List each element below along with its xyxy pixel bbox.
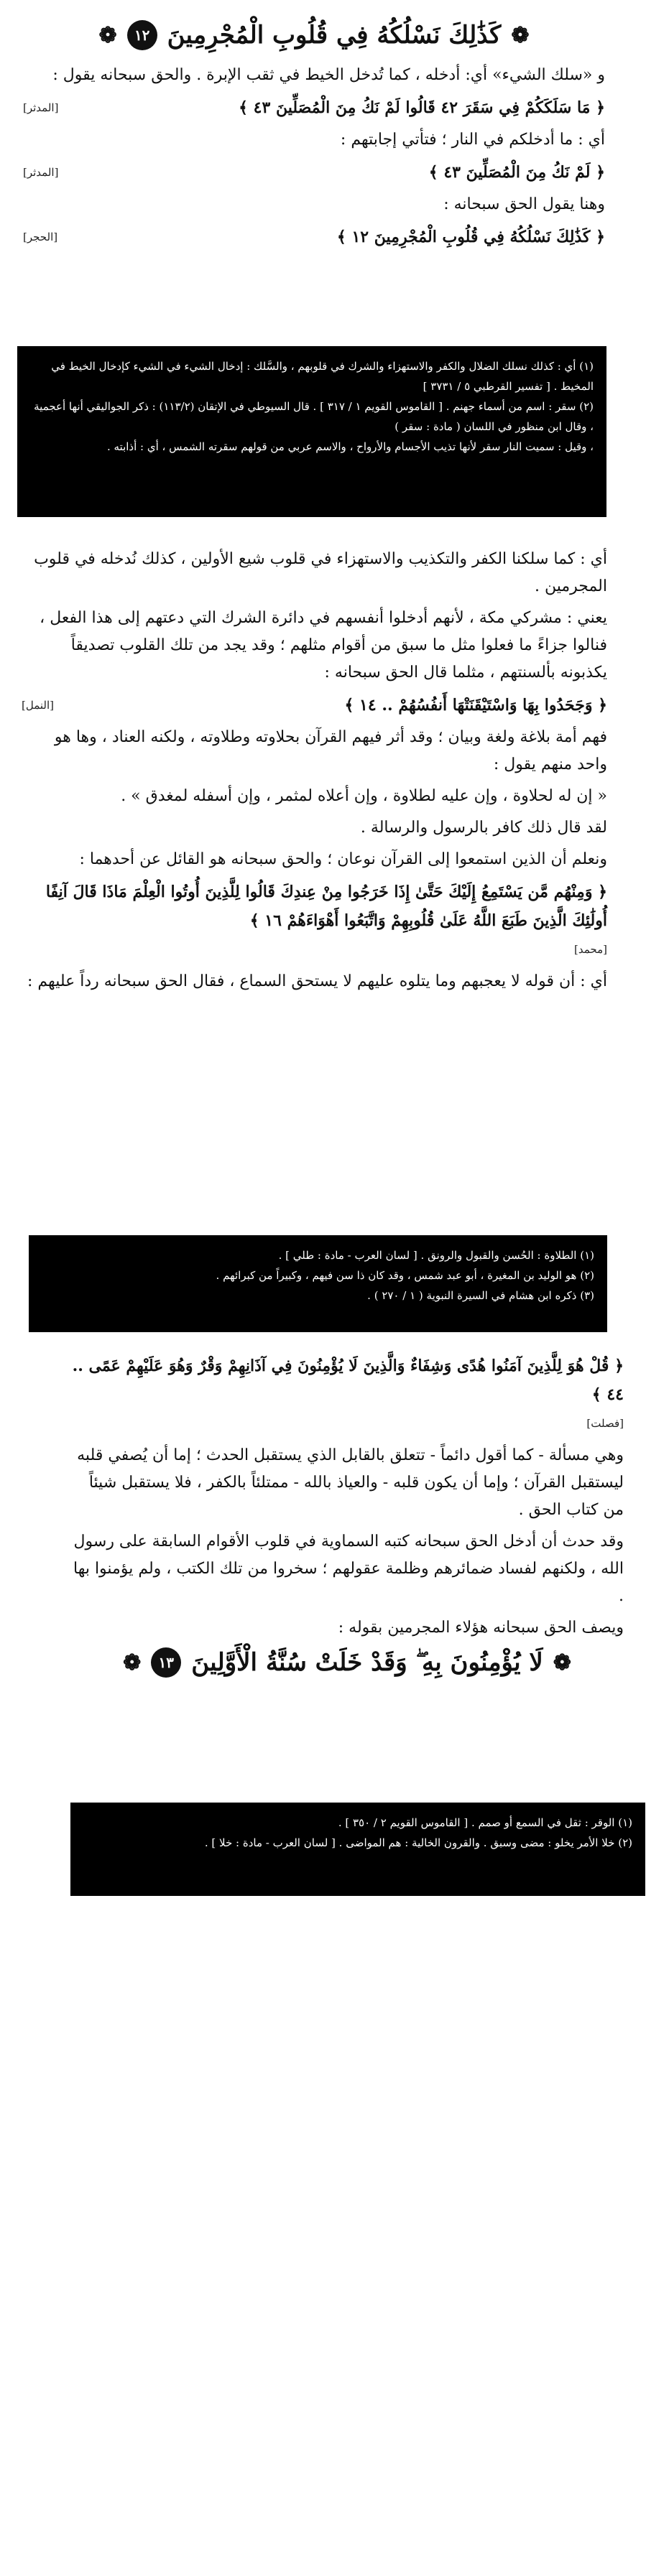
verse-quote — [23, 223, 605, 251]
verse-quote — [23, 93, 605, 122]
verse-text: ﴿ قُلْ هُوَ لِلَّذِينَ آمَنُوا هُدًى وَشِفَاءٌ وَالَّذِينَ لَا يُؤْمِنُونَ فِي آذَانِهِمْ وَقْرٌ وَهُوَ عَلَيْهِمْ عَمًى .. ٤٤ ﴾ — [72, 1357, 624, 1404]
page-3 — [70, 1350, 624, 1781]
paragraph: ويصف الحق سبحانه هؤلاء المجرمين بقوله : — [338, 1619, 624, 1637]
paragraph: ونعلم أن الذين استمعوا إلى القرآن نوعان ؛ والحق سبحانه هو القائل عن أحدهما : — [79, 850, 607, 868]
surah-reference: [المدثر] — [23, 101, 59, 114]
verse-text: ﴿ وَجَحَدُوا بِهَا وَاسْتَيْقَنَتْهَا أَنفُسُهُمْ .. ١٤ ﴾ — [344, 696, 607, 715]
paragraph: و «سلك الشيء» أي: أدخله ، كما تُدخل الخيط في ثقب الإبرة . والحق سبحانه يقول : — [52, 66, 605, 84]
footnote: (٢) سقر : اسم من أسماء جهنم . [ القاموس القويم ١ / ٣١٧ ] . قال السيوطي في الإتقان (١١٣/٢) : ذكر الجواليقي أنها أعجمية ، وقال ابن منظور في اللسان ( مادة : سقر ) — [34, 400, 594, 433]
surah-reference: [النمل] — [22, 699, 54, 712]
page-1 — [23, 14, 605, 345]
ayah-number: ١٣ — [151, 1647, 181, 1678]
ornament-right-icon: ❁ — [511, 22, 530, 48]
ornament-left-icon: ❁ — [123, 1650, 142, 1675]
paragraph: « إن له لحلاوة ، وإن عليه لطلاوة ، وإن أعلاه لمثمر ، وإن أسفله لمغدق » . — [121, 787, 607, 805]
verse-quote — [22, 691, 607, 720]
footnotes-block — [29, 1235, 607, 1332]
heading-text: لَا يُؤْمِنُونَ بِهِ ۖ وَقَدْ خَلَتْ سُنَّةُ الْأَوَّلِينَ — [191, 1648, 543, 1677]
footnote: (١) الوقر : ثقل في السمع أو صمم . [ القاموس القويم ٢ / ٣٥٠ ] . — [338, 1816, 632, 1829]
page-2 — [22, 546, 607, 1264]
heading-text: كَذَٰلِكَ نَسْلُكُهُ فِي قُلُوبِ الْمُجْرِمِينَ — [167, 21, 502, 50]
paragraph: لقد قال ذلك كافر بالرسول والرسالة . — [360, 819, 607, 837]
verse-quote — [22, 878, 607, 964]
verse-heading — [70, 1647, 624, 1678]
paragraph: فهم أمة بلاغة ولغة وبيان ؛ وقد أثر فيهم القرآن بحلاوته وطلاوته ، ولكنه العناد ، وها هو واحد منهم يقول : — [54, 728, 607, 773]
paragraph: وهي مسألة - كما أقول دائماً - تتعلق بالقابل الذي يستقبل الحدث ؛ إما أن يُصفي قلبه ليستقبل القرآن ؛ وإما أن يكون قلبه - والعياذ بالله - ممتلئاً بالكفر ، فلا يستقبل شيئاً من كتاب الحق . — [77, 1446, 624, 1519]
footnote: (١) أي : كذلك نسلك الضلال والكفر والاستهزاء والشرك في قلوبهم ، والسَّلك : إدخال الشيء في الشيء كإدخال الخيط في المخيط . [ تفسير القرطبي ٥ / ٣٧٣١ ] — [51, 360, 594, 393]
paragraph: وقد حدث أن أدخل الحق سبحانه كتبه السماوية في قلوب الأقوام السابقة على رسول الله ، ولكنهم لفساد ضمائرهم وظلمة عقولهم ؛ سخروا من تلك الكتب ، ولم يؤمنوا بها . — [73, 1533, 624, 1605]
verse-heading — [23, 20, 605, 50]
paragraph: يعني : مشركي مكة ، لأنهم أدخلوا أنفسهم في دائرة الشرك التي دعتهم إلى هذا الفعل ، فنالوا جزاءً ما فعلوا مثل ما سبق من أقوام مثلهم ؛ وقد يجد من تلك القلوب تصديقاً يكذبونه بألسنتهم ، مثلما قال الحق سبحانه : — [40, 609, 607, 682]
paragraph: أي : ما أدخلكم في النار ؛ فتأتي إجابتهم : — [340, 131, 605, 149]
verse-text: ﴿ مَا سَلَكَكُمْ فِي سَقَرَ ٤٢ قَالُوا لَمْ نَكُ مِنَ الْمُصَلِّينَ ٤٣ ﴾ — [239, 98, 605, 117]
surah-reference: [محمد] — [574, 943, 607, 956]
ornament-left-icon: ❁ — [98, 22, 117, 48]
footnote: (٣) ذكره ابن هشام في السيرة النبوية ( ١ / ٢٧٠ ) . — [367, 1289, 594, 1302]
footnotes-block — [17, 346, 606, 517]
surah-reference: [الحجر] — [23, 231, 58, 243]
paragraph: أي : أن قوله لا يعجبهم وما يتلوه عليهم لا يستحق السماع ، فقال الحق سبحانه رداً عليهم : — [27, 972, 607, 990]
footnote: (٢) خلا الأمر يخلو : مضى وسبق . والقرون الخالية : هم المواضى . [ لسان العرب - مادة : خلا ] . — [204, 1836, 632, 1849]
footnotes-block — [70, 1803, 645, 1896]
ayah-number: ١٢ — [127, 20, 157, 50]
footnote: ، وقيل : سميت النار سقر لأنها تذيب الأجسام والأرواح ، والاسم عربي من قولهم سقرته الشمس ، أي : أذابته . — [106, 440, 594, 453]
paragraph: وهنا يقول الحق سبحانه : — [443, 195, 605, 213]
footnote: (١) الطلاوة : الحُسن والقبول والرونق . [ لسان العرب - مادة : طلي ] . — [278, 1249, 594, 1262]
surah-reference: [فصلت] — [586, 1417, 624, 1430]
ornament-right-icon: ❁ — [553, 1650, 571, 1675]
footnote: (٢) هو الوليد بن المغيرة ، أبو عبد شمس ، وقد كان ذا سن فيهم ، وكبيراً من كبرائهم . — [216, 1269, 594, 1282]
paragraph: أي : كما سلكنا الكفر والتكذيب والاستهزاء في قلوب شيع الأولين ، كذلك نُدخله في قلوب المجرمين . — [34, 550, 607, 595]
verse-text: ﴿ وَمِنْهُم مَّن يَسْتَمِعُ إِلَيْكَ حَتَّىٰ إِذَا خَرَجُوا مِنْ عِندِكَ قَالُوا لِلَّذِينَ أُوتُوا الْعِلْمَ مَاذَا قَالَ آنِفًا أُولَٰئِكَ الَّذِينَ طَبَعَ اللَّهُ عَلَىٰ قُلُوبِهِمْ وَاتَّبَعُوا أَهْوَاءَهُمْ ١٦ ﴾ — [45, 883, 607, 930]
verse-quote — [70, 1352, 624, 1438]
verse-text: ﴿ لَمْ نَكُ مِنَ الْمُصَلِّينَ ٤٣ ﴾ — [428, 163, 605, 182]
verse-text: ﴿ كَذَٰلِكَ نَسْلُكُهُ فِي قُلُوبِ الْمُجْرِمِينَ ١٢ ﴾ — [336, 228, 605, 246]
surah-reference: [المدثر] — [23, 166, 59, 179]
verse-quote — [23, 158, 605, 187]
